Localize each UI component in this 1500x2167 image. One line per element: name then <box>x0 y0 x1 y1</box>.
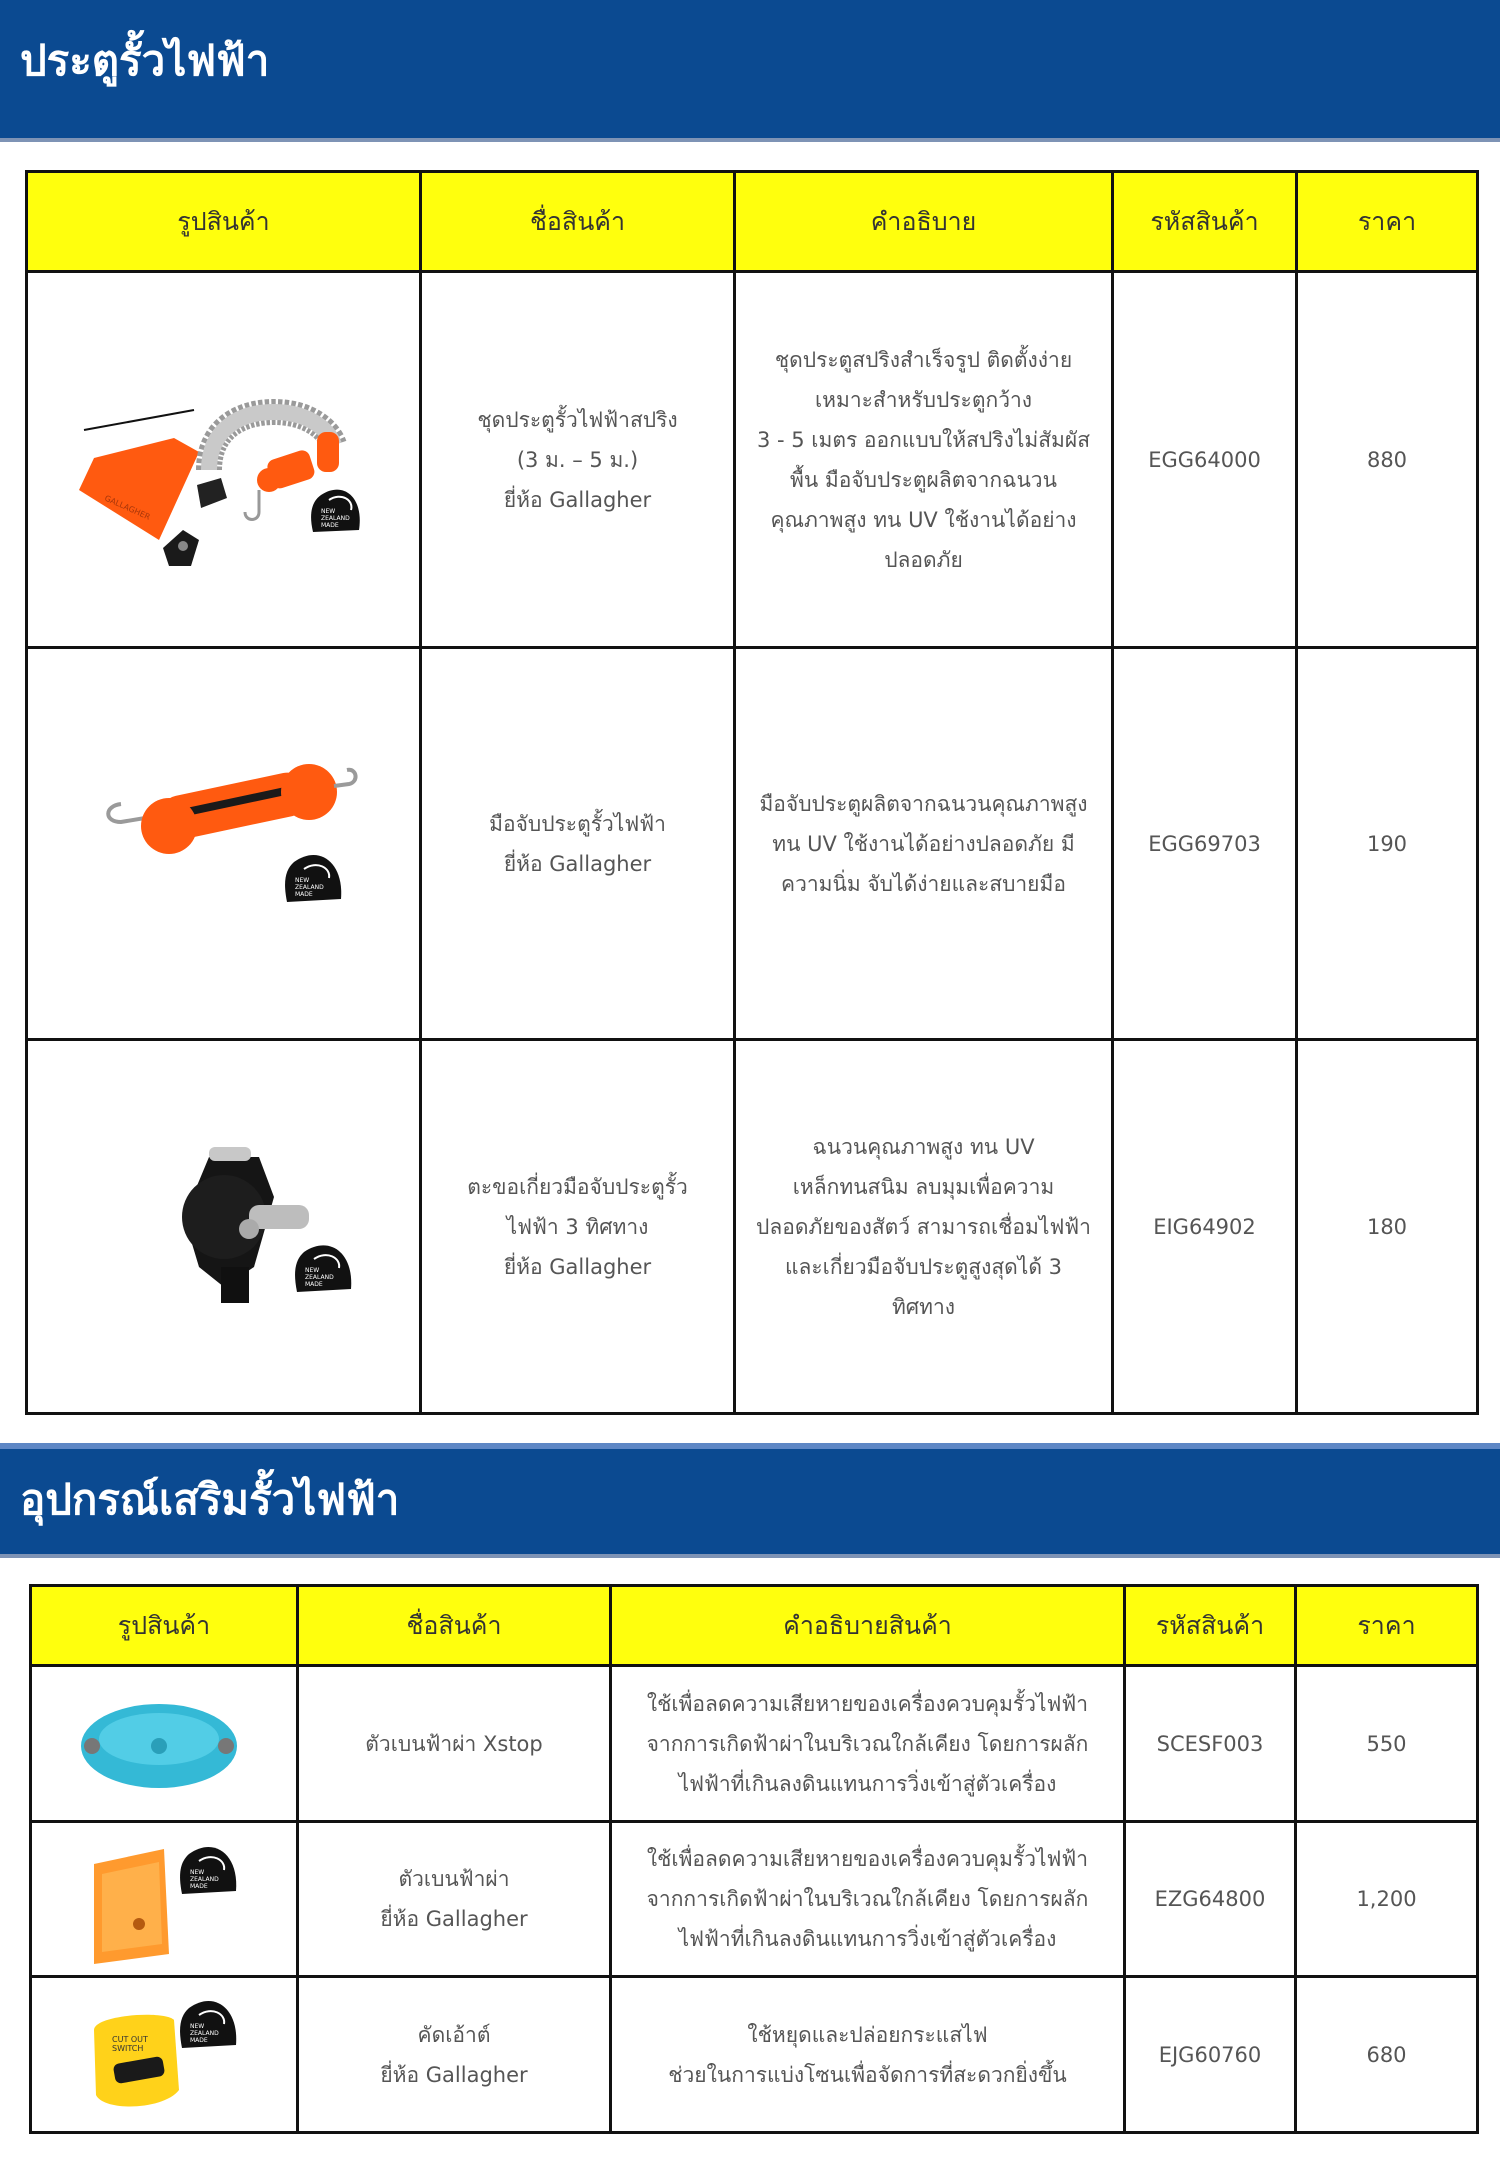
spring-gate-kit-image <box>59 340 389 580</box>
svg-text:ZEALAND: ZEALAND <box>190 2029 219 2037</box>
product-code: EJG60760 <box>1125 1977 1296 2133</box>
svg-text:ZEALAND: ZEALAND <box>190 1876 219 1883</box>
header-image: รูปสินค้า <box>31 1586 298 1666</box>
product-description: ฉนวนคุณภาพสูง ทน UV เหล็กทนสนิม ลบมุมเพื่อความ ปลอดภัยของสัตว์ สามารถเชื่อมไฟฟ้า และเกี่ยวมือจับประตูสูงสุดได้ 3 ทิศทาง <box>735 1040 1113 1414</box>
brand-text: GALLAGHER <box>102 493 152 522</box>
product-description: มือจับประตูผลิตจากฉนวนคุณภาพสูง ทน UV ใช้งานได้อย่างปลอดภัย มี ความนิ่ม จับได้ง่ายและสบายมือ <box>735 648 1113 1040</box>
product-code: EGG64000 <box>1113 272 1297 648</box>
header-name: ชื่อสินค้า <box>298 1586 611 1666</box>
header-name: ชื่อสินค้า <box>421 172 735 272</box>
svg-text:MADE: MADE <box>304 1280 323 1288</box>
product-description: ใช้เพื่อลดความเสียหายของเครื่องควบคุมรั้วไฟฟ้า จากการเกิดฟ้าผ่าในบริเวณใกล้เคียง โดยการผลัก ไฟฟ้าที่เกินลงดินแทนการวิ่งเข้าสู่ตัวเครื่อง <box>611 1822 1125 1977</box>
product-code: EGG69703 <box>1113 648 1297 1040</box>
product-name: ชุดประตูรั้วไฟฟ้าสปริง (3 ม. – 5 ม.) ยี่ห้อ Gallagher <box>421 272 735 648</box>
product-description: ชุดประตูสปริงสำเร็จรูป ติดตั้งง่าย เหมาะสำหรับประตูกว้าง 3 - 5 เมตร ออกแบบให้สปริงไม่สัมผัส พื้น มือจับประตูผลิตจากฉนวน คุณภาพสูง ทน UV ใช้งานได้อย่าง ปลอดภัย <box>735 272 1113 648</box>
product-price: 180 <box>1297 1040 1478 1414</box>
product-image-cell <box>27 1040 421 1414</box>
product-code: EIG64902 <box>1113 1040 1297 1414</box>
table-row <box>31 1977 1478 2133</box>
product-image-cell <box>31 1666 298 1822</box>
product-price: 550 <box>1296 1666 1478 1822</box>
product-price: 190 <box>1297 648 1478 1040</box>
product-name: มือจับประตูรั้วไฟฟ้า ยี่ห้อ Gallagher <box>421 648 735 1040</box>
product-code: SCESF003 <box>1125 1666 1296 1822</box>
product-table-accessories <box>29 1584 1479 2134</box>
svg-text:ZEALAND: ZEALAND <box>304 1273 334 1281</box>
badge-text: NEW <box>304 1266 319 1274</box>
header-image: รูปสินค้า <box>27 172 421 272</box>
header-description: คำอธิบายสินค้า <box>611 1586 1125 1666</box>
product-name: ตะขอเกี่ยวมือจับประตูรั้ว ไฟฟ้า 3 ทิศทาง ยี่ห้อ Gallagher <box>421 1040 735 1414</box>
section-title: ประตูรั้วไฟฟ้า <box>20 36 270 85</box>
section-banner-accessories <box>0 1443 1500 1558</box>
product-image-cell <box>27 648 421 1040</box>
badge-text: NEW <box>294 876 309 884</box>
header-price: ราคา <box>1296 1586 1478 1666</box>
table-row <box>27 272 1478 648</box>
table-header-row <box>27 172 1478 272</box>
badge-text: NEW <box>190 1869 205 1876</box>
cut-out-switch-image <box>54 1980 274 2130</box>
svg-text:MADE: MADE <box>190 1883 208 1890</box>
section-title: อุปกรณ์เสริมรั้วไฟฟ้า <box>20 1475 400 1524</box>
product-name: คัดเอ้าต์ ยี่ห้อ Gallagher <box>298 1977 611 2133</box>
table-header-row <box>31 1586 1478 1666</box>
table-row <box>27 1040 1478 1414</box>
product-code: EZG64800 <box>1125 1822 1296 1977</box>
gate-handle-image <box>59 744 389 944</box>
product-image-cell <box>31 1822 298 1977</box>
svg-text:ZEALAND: ZEALAND <box>320 514 350 522</box>
gate-anchor-image <box>59 1117 389 1337</box>
badge-text: NEW <box>190 2022 205 2030</box>
table-row <box>31 1666 1478 1822</box>
product-table-gates <box>25 170 1479 1415</box>
svg-text:MADE: MADE <box>294 890 313 898</box>
header-code: รหัสสินค้า <box>1113 172 1297 272</box>
product-name: ตัวเบนฟ้าผ่า Xstop <box>298 1666 611 1822</box>
product-description: ใช้หยุดและปล่อยกระแสไฟ ช่วยในการแบ่งโซนเพื่อจัดการที่สะดวกยิ่งขึ้น <box>611 1977 1125 2133</box>
product-price: 1,200 <box>1296 1822 1478 1977</box>
switch-label: CUT OUT <box>112 2034 148 2044</box>
product-image-cell <box>27 272 421 648</box>
header-price: ราคา <box>1297 172 1478 272</box>
gallagher-diverter-image <box>54 1824 274 1974</box>
svg-text:SWITCH: SWITCH <box>112 2043 144 2053</box>
svg-text:MADE: MADE <box>190 2036 208 2044</box>
table-row <box>31 1822 1478 1977</box>
header-code: รหัสสินค้า <box>1125 1586 1296 1666</box>
product-description: ใช้เพื่อลดความเสียหายของเครื่องควบคุมรั้วไฟฟ้า จากการเกิดฟ้าผ่าในบริเวณใกล้เคียง โดยการผลัก ไฟฟ้าที่เกินลงดินแทนการวิ่งเข้าสู่ตัวเครื่อง <box>611 1666 1125 1822</box>
svg-text:ZEALAND: ZEALAND <box>294 883 324 891</box>
product-price: 680 <box>1296 1977 1478 2133</box>
product-image-cell <box>31 1977 298 2133</box>
table-row <box>27 648 1478 1040</box>
badge-text: NEW <box>320 507 335 515</box>
header-description: คำอธิบาย <box>735 172 1113 272</box>
xstop-diverter-image <box>64 1684 264 1804</box>
product-price: 880 <box>1297 272 1478 648</box>
section-banner-gates <box>0 0 1500 142</box>
product-name: ตัวเบนฟ้าผ่า ยี่ห้อ Gallagher <box>298 1822 611 1977</box>
svg-text:MADE: MADE <box>320 521 339 529</box>
